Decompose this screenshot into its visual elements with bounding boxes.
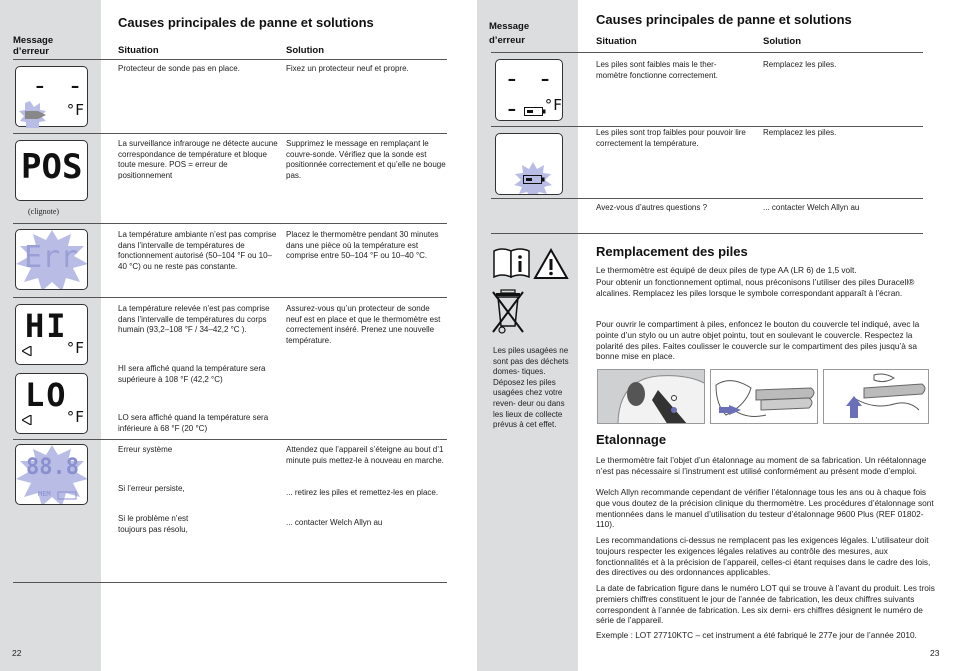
lcd-hi [15,304,88,365]
illustration-press-button [597,369,705,424]
col-header-situation: Situation [596,36,637,47]
thermometer-probe-icon [598,370,705,424]
lcd-battery-empty [495,133,563,195]
lcd-lo-text: LO [25,376,68,414]
lcd-err-text: Err [24,240,79,275]
lcd-eight-text: 88.8 [26,455,79,480]
rowA-situation: Les piles sont faibles mais le ther- momètre fonctionne correctement. [596,60,718,80]
row4-hi-note: HI sera affiché quand la température sera supérieure à 108 °F (42,2 °C) [118,364,266,384]
lcd-low-battery [495,59,563,124]
page-number-right: 23 [930,648,940,658]
battery-paragraph-3: Pour ouvrir le compartiment à piles, enfoncez le bouton du couvercle tel indiqué, avec la pointe d’un stylo ou un autre objet pointu, tout en soulevant le couvercle. Respectez la polarité des piles. Faites coulisser le couvercle sur le compartiment des piles jusqu’à sa bonne mise en place. [596,319,920,362]
calibration-paragraph-5: Exemple : LOT 27710KTC – cet instrument a été fabriqué le 277e jour de l’année 2010. [596,630,917,640]
calibration-paragraph-1: Le thermomètre fait l’objet d’un étalonnage au moment de sa fabrication. Un réétalonnage n’est pas nécessaire si l’instrument est utilisé conformément au présent mode d’emploi. [596,455,927,476]
rowB-situation: Les piles sont trop faibles pour pouvoir lire correctement la température. [596,128,746,148]
lcd-unit-f: °F [66,101,85,119]
lcd-unit-f: °F [66,339,85,357]
lcd-mem-text: MEM [38,490,51,498]
right-page [477,0,954,671]
rowC-situation: Avez-vous d’autres questions ? [596,203,708,212]
warning-triangle-icon [533,248,569,280]
row4-situation: La température relevée n’est pas comprise dans l’intervalle de températures du corps humain (93,2–108 °F / 34–42,2 °C ). [118,304,270,334]
blink-note: (clignote) [28,207,60,216]
header-divider [13,59,447,60]
rowA-solution: Remplacez les piles. [763,60,837,69]
row6-solution-2: ... retirez les piles et remettez-les en place. [286,488,439,497]
col-header-situation: Situation [118,45,159,56]
lcd-dashes: - - [32,71,85,101]
row6-solution-1: Attendez que l’appareil s’éteigne au bout d’1 minute puis mettez-le à nouveau en marche. [286,445,444,465]
lcd-pos [15,140,88,201]
row5-lo-note: LO sera affiché quand la température sera inférieure à 68 °F (20 °C) [118,413,269,433]
page-gutter [456,0,477,671]
row2-solution: Supprimez le message en remplaçant le couvre-sonde. Vérifiez que la sonde est positionnée correctement et qu’elle ne bouge pas. [286,139,446,180]
illustration-open-cover [710,369,818,424]
disposal-note: Les piles usagées ne sont pas des déchets domes- tiques. Déposez les piles usagées chez votre reven- deur ou dans les lieux de collecte prévus à cet effet. [493,346,569,430]
row1-solution: Fixez un protecteur neuf et propre. [286,64,409,73]
battery-heading: Remplacement des piles [596,244,748,259]
lcd-probe-cover-missing [15,66,88,127]
row6-solution-3: ... contacter Welch Allyn au [286,518,383,527]
right-page-title: Causes principales de panne et solutions [596,12,852,27]
lcd-lo [15,373,88,434]
calibration-paragraph-2: Welch Allyn recommande cependant de vérifier l’étalonnage tous les ans ou à chaque fois que vous doutez de la précision clinique du thermomètre. Les procédures d’étalonnage sont mentionnées dans le manuel d’utilisation du testeur d’étalonnage 9600 Plus (REF 01802-110). [596,487,934,530]
row-divider [13,582,447,583]
col-header-solution: Solution [763,36,801,47]
battery-paragraph-2: Pour obtenir un fonctionnement optimal, nous préconisons l’utiliser des piles Duracell® alcalines. Remplacez les piles lorsque le symbole correspondant apparaît à l’écran. [596,277,915,298]
row-divider [491,198,923,199]
row-divider [13,133,447,134]
battery-cover-icon [711,370,818,424]
row-divider [491,233,923,234]
header-divider [491,52,923,53]
row3-situation: La température ambiante n’est pas comprise dans l’intervalle de températures de fonctionnement autorisé (50–104 °F ou 10–40 °C) ou ne reste pas constante. [118,230,277,271]
left-page [0,0,456,671]
calibration-paragraph-4: La date de fabrication figure dans le numéro LOT qui se trouve à l’avant du produit. Les trois premiers chiffres constituent le jour de l’année de fabrication, les deux chiffres suivants correspondent à l’année de fabrication. Les six derni- ers chiffres désignent le numéro de série de l’appareil. [596,583,935,626]
lcd-unit-f: °F [66,408,85,426]
lcd-pos-text: POS [21,147,83,187]
page-number-left: 22 [12,648,22,658]
rowB-solution: Remplacez les piles. [763,128,837,137]
row-divider [13,223,447,224]
row6-situation-2: Si l’erreur persiste, [118,484,185,493]
lcd-err [15,229,88,290]
row1-situation: Protecteur de sonde pas en place. [118,64,240,73]
battery-icon [524,107,546,116]
left-arrow-icon [22,415,32,425]
info-book-icon [492,247,532,279]
left-page-title: Causes principales de panne et solutions [118,15,374,30]
row3-solution: Placez le thermomètre pendant 30 minutes dans une pièce où la température est comprise entre 50–104 °F ou 10–40 °C. [286,230,439,260]
calibration-heading: Etalonnage [596,432,667,447]
col-header-solution: Solution [286,45,324,56]
row-divider [13,297,447,298]
lcd-dashes: - - - [504,64,554,124]
lcd-unit-f: °F [544,96,563,114]
battery-burst-icon [496,134,563,195]
row4-solution: Assurez-vous qu’un protecteur de sonde neuf est en place et que le thermomètre est correctement inséré. Prenez une nouvelle température. [286,304,441,345]
battery-cover-icon [824,370,929,424]
row2-situation: La surveillance infrarouge ne détecte aucune correspondance de température et bloque toute mesure. POS = erreur de positionnement [118,139,278,180]
left-arrow-icon [22,346,32,356]
col-header-error: Message d’erreur [13,35,54,57]
crossed-bin-icon [492,288,526,336]
lcd-hi-text: HI [25,307,68,345]
calibration-paragraph-3: Les recommandations ci-dessus ne remplacent pas les exigences légales. L’utilisateur doit toujours respecter les exigences légales relatives au contrôle des mesures, aux fonctionnalités et à la précision de l’appareil, celles-ci étant requises dans le cadre des lois, des directives ou des ordonnances applicables. [596,535,931,578]
illustration-close-cover [823,369,929,424]
rowC-solution: ... contacter Welch Allyn au [763,203,860,212]
row-divider [13,439,447,440]
row6-situation-1: Erreur système [118,445,173,454]
row6-situation-3: Si le problème n’est toujours pas résolu, [118,514,189,534]
col-header-error: Message d’erreur [489,21,530,46]
row-divider [491,126,923,127]
battery-paragraph-1: Le thermomètre est équipé de deux piles de type AA (LR 6) de 1,5 volt. [596,265,857,275]
lcd-system-error [15,444,88,505]
